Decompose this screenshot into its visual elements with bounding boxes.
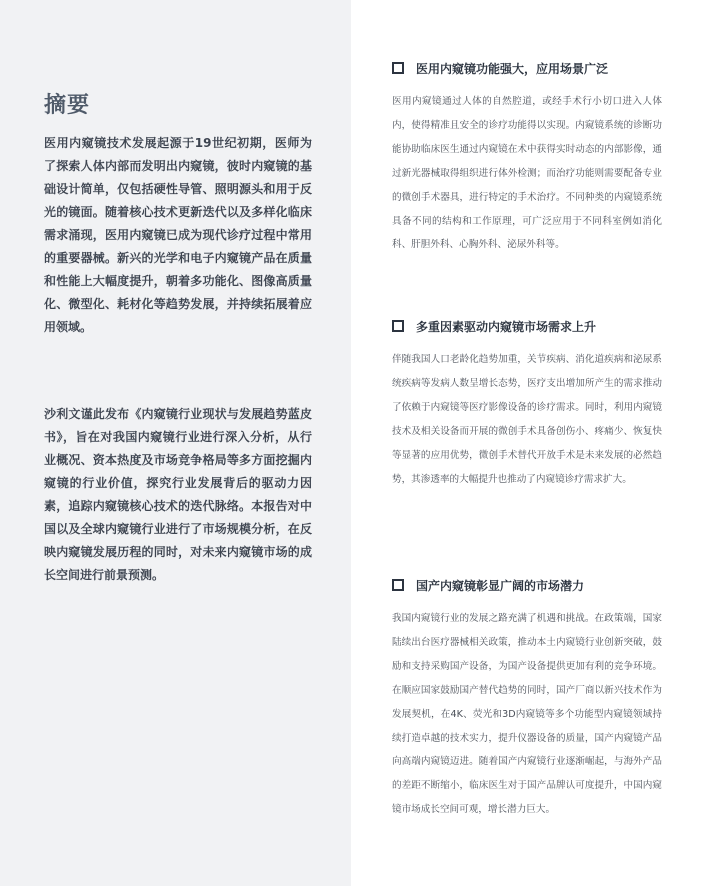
section-body: 伴随我国人口老龄化趋势加重，关节疾病、消化道疾病和泌尿系统疾病等发病人数呈增长态势，医疗支出增加所产生的需求推动了依赖于内窥镜等医疗影像设备的诊疗需求。同时，利用内窥镜技术及相关设备而开展的微创手术具备创伤小、疼痛少、恢复快等显著的应用优势，微创手术替代开放手术是未来发展的必然趋势，其渗透率的大幅提升也推动了内窥镜诊疗需求扩大。: [392, 354, 662, 485]
section-domestic: [392, 575, 662, 822]
report-intro-paragraph: 沙利文谨此发布《内窥镜行业现状与发展趋势蓝皮书》，旨在对我国内窥镜行业进行深入分析，从行业概况、资本热度及市场竞争格局等多方面挖掘内窥镜的行业价值，探究行业发展背后的驱动力因素，追踪内窥镜核心技术的迭代脉络。本报告对中国以及全球内窥镜行业进行了市场规模分析，在反映内窥镜发展历程的同时，对未来内窥镜市场的成长空间进行前景预测。: [44, 407, 312, 582]
abstract-title: 摘要: [44, 93, 91, 118]
square-bullet-icon: [392, 320, 404, 332]
square-bullet-icon: [392, 62, 404, 74]
left-panel: [0, 0, 351, 886]
abstract-paragraph: 医用内窥镜技术发展起源于19世纪初期，医师为了探索人体内部而发明出内窥镜，彼时内窥镜的基础设计简单，仅包括硬性导管、照明源头和用于反光的镜面。随着核心技术更新迭代以及多样化临床需求涌现，医用内窥镜已成为现代诊疗过程中常用的重要器械。新兴的光学和电子内窥镜产品在质量和性能上大幅度提升，朝着多功能化、图像高质量化、微型化、耗材化等趋势发展，并持续拓展着应用领域。: [44, 136, 312, 334]
section-title: 国产内窥镜彰显广阔的市场潜力: [416, 578, 585, 593]
section-header: [392, 58, 662, 78]
section-body: 医用内窥镜通过人体的自然腔道，或经手术行小切口进入人体内，使得精准且安全的诊疗功能得以实现。内窥镜系统的诊断功能协助临床医生通过内窥镜在术中获得实时动态的内部影像，通过新光器械取得组织进行体外检测；而治疗功能则需要配备专业的微创手术器具，进行特定的手术治疗。不同种类的内窥镜系统具备不同的结构和工作原理，可广泛应用于不同科室例如消化科、肝胆外科、心胸外科、泌尿外科等。: [392, 96, 662, 251]
section-title: 多重因素驱动内窥镜市场需求上升: [416, 319, 597, 334]
square-bullet-icon: [392, 579, 404, 591]
section-body: 我国内窥镜行业的发展之路充满了机遇和挑战。在政策端，国家陆续出台医疗器械相关政策，推动本土内窥镜行业创新突破，鼓励和支持采购国产设备，为国产设备提供更加有利的竞争环境。在顺应国家鼓励国产替代趋势的同时，国产厂商以新兴技术作为发展契机，在4K、荧光和3D内窥镜等多个功能型内窥镜领域持续打造卓越的技术实力，提升仪器设备的质量，国产内窥镜产品向高端内窥镜迈进。随着国产内窥镜行业逐渐崛起，与海外产品的差距不断缩小，临床医生对于国产品牌认可度提升，中国内窥镜市场成长空间可观，增长潜力巨大。: [392, 613, 662, 816]
section-header: [392, 316, 662, 336]
section-title: 医用内窥镜功能强大，应用场景广泛: [416, 61, 609, 76]
section-function: [392, 58, 662, 257]
section-demand: [392, 316, 662, 491]
section-header: [392, 575, 662, 595]
